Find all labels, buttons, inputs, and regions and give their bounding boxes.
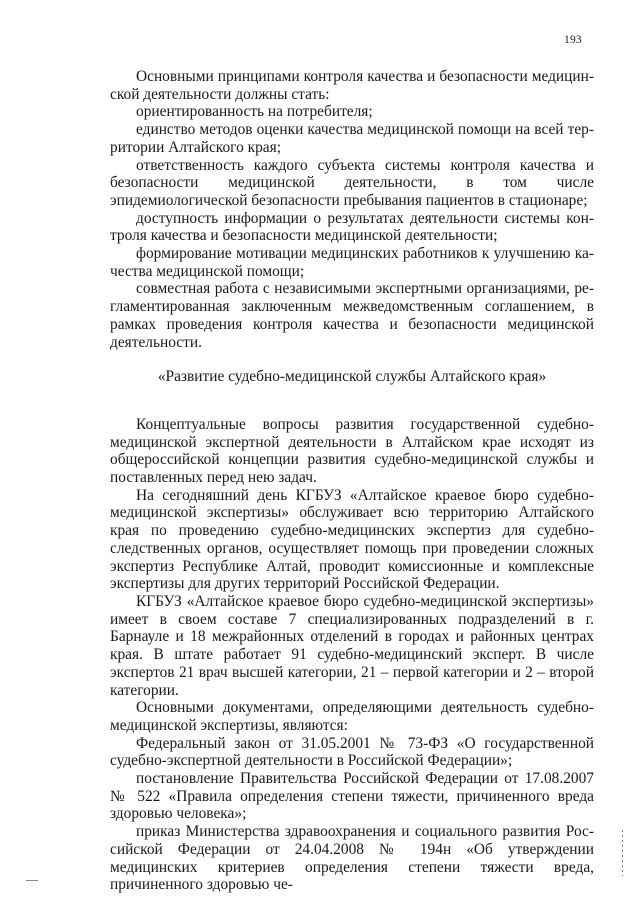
section-quality-principles [110, 68, 594, 351]
list-item: единство методов оценки качества медицинской помощи на всей территории Алтайского края; [110, 121, 594, 156]
list-item: формирование мотивации медицинских работников к улучшению качества медицинской помощи; [110, 245, 594, 280]
section-title: «Развитие судебно-медицинской службы Алтайского края» [157, 368, 547, 386]
section-forensic-service [110, 416, 594, 894]
list-item: ответственность каждого субъекта системы контроля качества и безопасности медицинской деятельности, в том числе эпидемиологической безопасности пребывания пациентов в стационаре; [110, 156, 594, 209]
paragraph: Основными принципами контроля качества и безопасности медицинской деятельности должны стать: [110, 68, 594, 103]
paragraph: КГБУЗ «Алтайское краевое бюро судебно-медицинской экспертизы» имеет в своем составе 7 специализированных подразделений в г. Барнауле и 18 межрайонных отделений в городах и районных центрах края. В штате работает 91 судебно-медицинский эксперт. В числе экспертов 21 врач высшей категории, 21 – первой категории и 2 – второй категории. [110, 592, 594, 699]
list-item: Федеральный закон от 31.05.2001 № 73-ФЗ «О государственной судебно-экспертной деятельности в Российской Федерации»; [110, 734, 594, 770]
list-item: постановление Правительства Российской Федерации от 17.08.2007 № 522 «Правила определения степени тяжести, причиненного вреда здоровью человека»; [110, 770, 594, 823]
list-item: ориентированность на потребителя; [136, 103, 373, 121]
scan-margin-mark [622, 830, 623, 876]
page-number: 193 [564, 34, 582, 46]
list-item: совместная работа с независимыми экспертными организациями, регламентированная заключенным межведомственным соглашением, в рамках проведения контроля качества и безопасности медицинской деятельности. [110, 280, 594, 351]
paragraph: Концептуальные вопросы развития государственной судебно-медицинской экспертной деятельности в Алтайском крае исходят из общероссийской концепции развития судебно-медицинской службы и поставленных перед нею задач. [110, 415, 594, 487]
list-item: приказ Министерства здравоохранения и социального развития Российской Федерации от 24.04.2008 № 194н «Об утверждении медицинских критериев определения степени тяжести вреда, причиненного здоровью че- [110, 823, 594, 894]
paragraph: На сегодняшний день КГБУЗ «Алтайское краевое бюро судебно-медицинской экспертизы» обслуживает всю территорию Алтайского края по проведению судебно-медицинских экспертиз для судебно-следственных органов, осуществляет помощь при проведении сложных экспертиз Республике Алтай, проводит комиссионные и комплексные экспертизы для других территорий Российской Федерации. [110, 486, 594, 593]
list-item: доступность информации о результатах деятельности системы контроля качества и безопасности медицинской деятельности; [110, 209, 594, 245]
scan-corner-mark [26, 880, 38, 881]
paragraph: Основными документами, определяющими деятельность судебно-медицинской экспертизы, являются: [110, 699, 594, 734]
page-body [110, 68, 594, 894]
